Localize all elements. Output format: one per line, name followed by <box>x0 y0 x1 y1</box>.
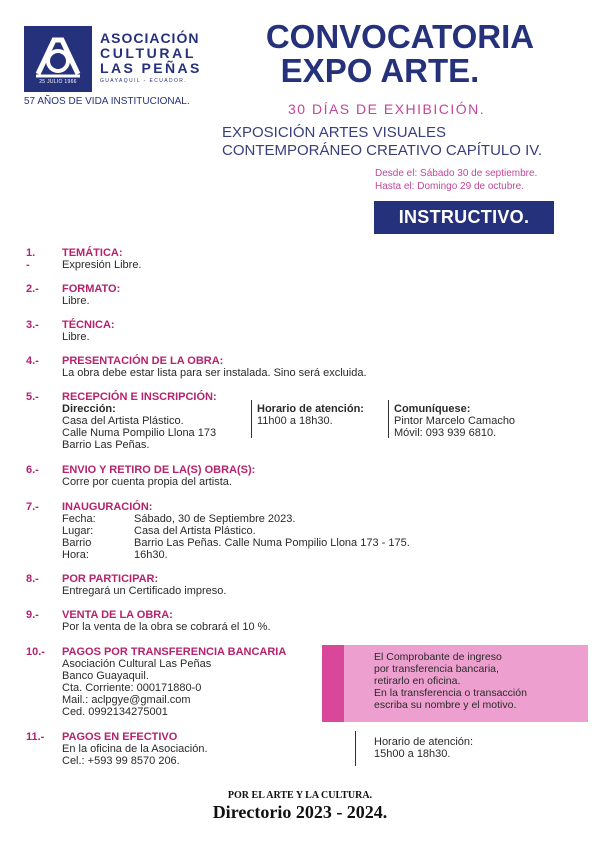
item-text: Por la venta de la obra se cobrará el 10 %. <box>62 621 271 633</box>
item-heading: TEMÁTICA: <box>62 247 123 259</box>
exhibition-days: 30 DÍAS DE EXHIBICIÓN. <box>288 101 486 117</box>
bank-line: Ced. 0992134275001 <box>62 706 168 718</box>
item-number: 11.- <box>26 731 45 743</box>
note-line: En la transferencia o transacción <box>374 687 527 699</box>
item-text: La obra debe estar lista para ser instalada. Sino será excluida. <box>62 367 367 379</box>
divider <box>251 400 252 438</box>
footer-directorio: Directorio 2023 - 2024. <box>212 802 388 822</box>
page-title <box>210 20 590 88</box>
row-value: Barrio Las Peñas. Calle Numa Pompilio Llona 173 - 175. <box>134 537 410 549</box>
exhibition-name <box>222 124 542 160</box>
item-number: 9.- <box>26 609 39 621</box>
item-number: 10.- <box>26 646 45 658</box>
item-heading: PRESENTACIÓN DE LA OBRA: <box>62 355 224 367</box>
address-line: Casa del Artista Plástico. <box>62 415 184 427</box>
item-text: Corre por cuenta propia del artista. <box>62 476 232 488</box>
item-text: Libre. <box>62 331 90 343</box>
transfer-note <box>344 645 588 722</box>
org-location: GUAYAQUIL - ECUADOR. <box>100 78 188 84</box>
note-line: El Comprobante de ingreso <box>374 651 502 663</box>
inauguration-row <box>62 525 582 537</box>
hours-label: Horario de atención: <box>257 403 364 415</box>
title-line2: EXPO ARTE. <box>280 52 480 89</box>
footer-motto: POR EL ARTE Y LA CULTURA. <box>227 790 373 801</box>
bank-line: Asociación Cultural Las Peñas <box>62 658 212 670</box>
org-name-line1: ASOCIACIÓN <box>100 30 200 46</box>
address-label: Dirección: <box>62 403 116 415</box>
item-heading: ENVIO Y RETIRO DE LA(S) OBRA(S): <box>62 464 256 476</box>
org-name-line2: CULTURAL <box>100 45 196 61</box>
years-tagline: 57 AÑOS DE VIDA INSTITUCIONAL. <box>24 96 190 107</box>
logo-caption: 25 JULIO 1966 <box>39 79 77 85</box>
reception-address <box>62 403 252 451</box>
row-key: Hora: <box>62 549 89 561</box>
contact-phone: Móvil: 093 939 6810. <box>394 427 497 439</box>
item-heading: RECEPCIÓN E INSCRIPCIÓN: <box>62 391 217 403</box>
row-key: Lugar: <box>62 525 94 537</box>
inauguration-row <box>62 549 582 561</box>
reception-hours <box>257 403 383 427</box>
item-heading: FORMATO: <box>62 283 121 295</box>
hours-value: 11h00 a 18h30. <box>257 415 333 427</box>
row-key: Fecha: <box>62 513 96 525</box>
hours-label: Horario de atención: <box>374 736 474 748</box>
item-heading: POR PARTICIPAR: <box>62 573 159 585</box>
item-heading: INAUGURACIÓN: <box>62 501 153 513</box>
exhibition-dates <box>375 167 537 193</box>
item-number: 5.- <box>26 391 39 403</box>
item-text: En la oficina de la Asociación. <box>62 743 208 755</box>
item-heading: VENTA DE LA OBRA: <box>62 609 173 621</box>
instructivo-banner: INSTRUCTIVO. <box>374 201 554 234</box>
row-value: Casa del Artista Plástico. <box>134 525 256 537</box>
note-line: retirarlo en oficina. <box>374 675 461 687</box>
divider <box>355 731 356 766</box>
item-number: 3.- <box>26 319 39 331</box>
item-number: 4.- <box>26 355 39 367</box>
exhibition-name-line1: EXPOSICIÓN ARTES VISUALES <box>222 124 446 141</box>
row-key: Barrio <box>62 537 92 549</box>
reception-contact <box>394 403 584 439</box>
contact-name: Pintor Marcelo Camacho <box>394 415 516 427</box>
note-accent-bar <box>322 645 344 722</box>
address-line: Calle Numa Pompilio Llona 173 <box>62 427 217 439</box>
date-to: Hasta el: Domingo 29 de octubre. <box>375 181 524 192</box>
item-number: 2.- <box>26 283 39 295</box>
bank-line: Mail.: aclpgye@gmail.com <box>62 694 191 706</box>
item-number: 8.- <box>26 573 39 585</box>
item-heading: TÉCNICA: <box>62 319 115 331</box>
address-line: Barrio Las Peñas. <box>62 439 150 451</box>
note-line: por transferencia bancaria, <box>374 663 499 675</box>
item-text: Cel.: +593 99 8570 206. <box>62 755 180 767</box>
item-heading: PAGOS POR TRANSFERENCIA BANCARIA <box>62 646 287 658</box>
hours-value: 15h00 a 18h30. <box>374 748 451 760</box>
item-number: 6.- <box>26 464 39 476</box>
item-number: 1. - <box>26 247 36 271</box>
inauguration-row <box>62 513 582 525</box>
exhibition-name-line2: CONTEMPORÁNEO CREATIVO CAPÍTULO IV. <box>222 142 543 159</box>
date-from: Desde el: Sábado 30 de septiembre. <box>375 168 538 179</box>
contact-label: Comuníquese: <box>394 403 471 415</box>
inauguration-row <box>62 537 582 549</box>
item-heading: PAGOS EN EFECTIVO <box>62 731 178 743</box>
cash-hours <box>374 736 574 760</box>
org-name-line3: LAS PEÑAS <box>100 60 202 76</box>
divider <box>388 400 389 438</box>
row-value: 16h30. <box>134 549 168 561</box>
item-number: 7.- <box>26 501 39 513</box>
bank-line: Cta. Corriente: 000171880-0 <box>62 682 202 694</box>
item-text: Expresión Libre. <box>62 259 142 271</box>
note-line: escriba su nombre y el motivo. <box>374 699 517 711</box>
row-value: Sábado, 30 de Septiembre 2023. <box>134 513 296 525</box>
item-text: Libre. <box>62 295 90 307</box>
item-text: Entregará un Certificado impreso. <box>62 585 227 597</box>
bank-line: Banco Guayaquil. <box>62 670 149 682</box>
title-line1: CONVOCATORIA <box>265 18 535 55</box>
